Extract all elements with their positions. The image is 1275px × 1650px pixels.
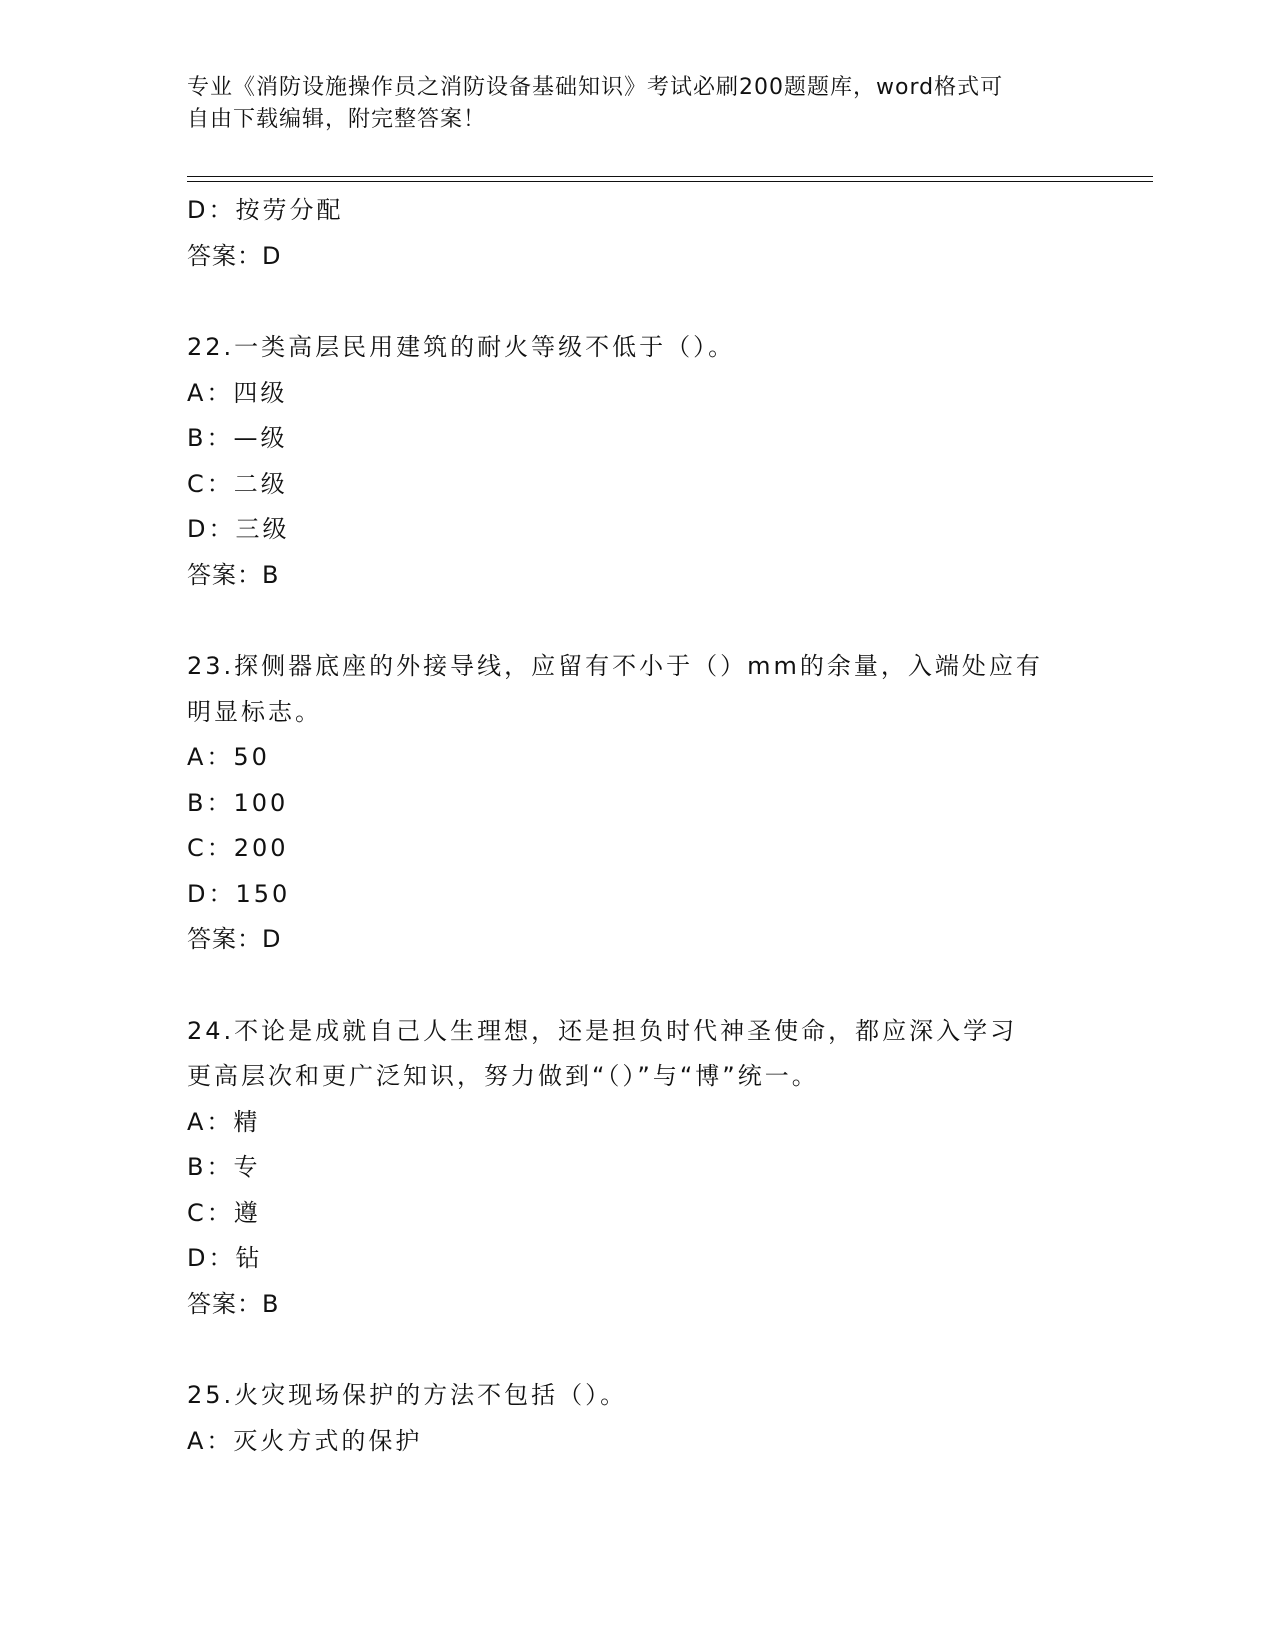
question-stem: 25.火灾现场保护的方法不包括（）。	[187, 1381, 628, 1409]
answer: 答案：D	[187, 925, 282, 953]
answer: 答案：D	[187, 241, 282, 270]
spacer	[187, 279, 1087, 325]
option-c: C：二级	[187, 469, 288, 498]
option-b: B：—级	[187, 424, 288, 452]
question-stem: 24.不论是成就自己人生理想，还是担负时代神圣使命，都应深入学习	[187, 1016, 1018, 1045]
answer: 答案：B	[187, 1289, 280, 1318]
header-rule-bottom	[187, 181, 1153, 182]
option-c: C：遵	[187, 1198, 261, 1227]
option-a: A：灭火方式的保护	[187, 1426, 423, 1455]
document-header	[187, 72, 1067, 136]
question-stem-continued: 更高层次和更广泛知识，努力做到“（）”与“博”统一。	[187, 1062, 819, 1090]
option-c: C：200	[187, 834, 289, 862]
question-stem: 22.一类高层民用建筑的耐火等级不低于（）。	[187, 333, 736, 361]
option-a: A：精	[187, 1107, 261, 1136]
option-d: D：钻	[187, 1244, 263, 1272]
header-rule-top	[187, 176, 1153, 177]
option-b: B：专	[187, 1153, 261, 1181]
question-list	[187, 188, 1087, 1464]
option-b: B：100	[187, 788, 289, 817]
option-d: D：三级	[187, 515, 290, 543]
option-d: D：按劳分配	[187, 196, 344, 224]
spacer	[187, 598, 1087, 644]
question-stem: 23.探侧器底座的外接导线，应留有不小于（）mm的余量，入端处应有	[187, 652, 1043, 680]
spacer	[187, 963, 1087, 1009]
spacer	[187, 1327, 1087, 1373]
option-a: A：四级	[187, 378, 288, 407]
header-line-1: 专业《消防设施操作员之消防设备基础知识》考试必刷200题题库，word格式可	[187, 75, 1004, 100]
answer: 答案：B	[187, 560, 280, 589]
option-a: A：50	[187, 743, 270, 771]
question-stem-continued: 明显标志。	[187, 697, 322, 726]
header-line-2: 自由下载编辑，附完整答案！	[187, 107, 487, 132]
option-d: D：150	[187, 879, 291, 908]
